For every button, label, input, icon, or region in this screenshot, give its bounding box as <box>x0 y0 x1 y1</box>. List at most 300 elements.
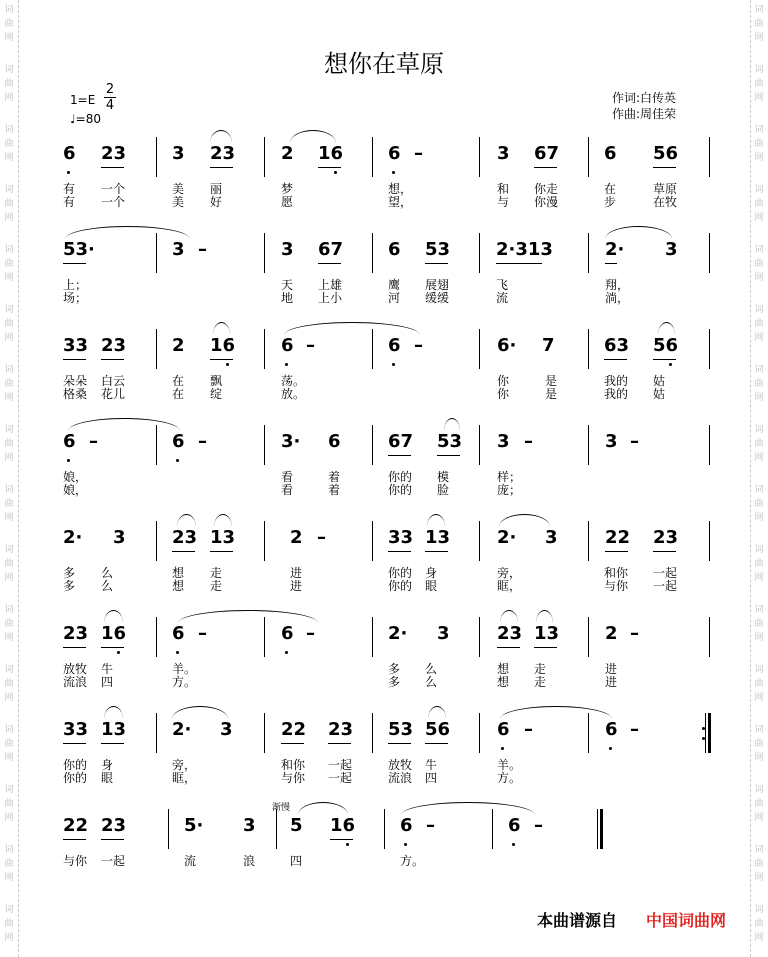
note-underline <box>425 743 448 744</box>
slur <box>290 130 336 143</box>
note: 6 <box>508 815 521 836</box>
barline <box>372 233 373 273</box>
barline <box>264 233 265 273</box>
slur <box>401 802 535 815</box>
watermark-char: 词 <box>754 485 764 495</box>
lyric-verse1: 天 <box>281 278 294 292</box>
lyric-verse1: 你的 <box>63 758 88 772</box>
watermark-char: 曲 <box>4 439 14 449</box>
lyric-verse2: 与 <box>497 195 510 209</box>
barline <box>372 617 373 657</box>
note: 3 <box>545 527 558 548</box>
note: – <box>198 239 207 260</box>
watermark-char: 词 <box>4 905 14 915</box>
watermark-char: 网 <box>4 273 14 283</box>
barline <box>588 137 589 177</box>
barline <box>264 329 265 369</box>
barline <box>479 425 480 465</box>
note: 53 <box>425 239 451 260</box>
note-underline <box>101 167 124 168</box>
key-signature: 1=E <box>70 93 96 107</box>
note-underline <box>63 359 86 360</box>
low-octave-dot <box>334 171 337 174</box>
note: 13 <box>534 623 560 644</box>
lyric-verse1: 与你 <box>63 854 88 868</box>
lyric-verse1: 你走 <box>534 182 559 196</box>
note: 16 <box>330 815 356 836</box>
note-underline <box>318 167 341 168</box>
note-underline <box>101 743 124 744</box>
lyric-verse2: 多 <box>63 579 76 593</box>
lyric-verse1: 多 <box>63 566 76 580</box>
note-underline <box>328 743 351 744</box>
note: – <box>630 431 639 452</box>
lyric-verse2: 么 <box>101 579 114 593</box>
lyric-verse2: 进 <box>605 675 618 689</box>
lyric-verse1: 飘 <box>210 374 223 388</box>
watermark-char: 词 <box>4 785 14 795</box>
lyric-verse2: 一起 <box>653 579 678 593</box>
note: 2· <box>605 239 625 260</box>
slur <box>658 322 675 335</box>
lyric-verse1: 身 <box>425 566 438 580</box>
watermark-char: 曲 <box>754 439 764 449</box>
low-octave-dot <box>67 459 70 462</box>
lyric-verse2: 美 <box>172 195 185 209</box>
watermark-char: 曲 <box>754 199 764 209</box>
barline <box>705 713 706 753</box>
watermark-char: 曲 <box>754 139 764 149</box>
watermark-char: 词 <box>754 365 764 375</box>
lyric-verse1: 你的 <box>388 470 413 484</box>
watermark-char: 词 <box>4 245 14 255</box>
lyric-verse2: 娘， <box>63 483 88 497</box>
watermark-char: 网 <box>4 573 14 583</box>
lyric-verse2: 四 <box>101 675 114 689</box>
note: 5 <box>290 815 303 836</box>
note: – <box>198 431 207 452</box>
lyric-verse1: 牛 <box>101 662 114 676</box>
watermark-char: 网 <box>4 453 14 463</box>
barline <box>156 713 157 753</box>
lyric-verse1: 羊。 <box>172 662 197 676</box>
note: 16 <box>210 335 236 356</box>
lyric-verse1: 羊。 <box>497 758 522 772</box>
note: 3 <box>243 815 256 836</box>
note: 6 <box>172 431 185 452</box>
note: 3 <box>172 143 185 164</box>
watermark-char: 网 <box>754 153 764 163</box>
note-underline <box>63 647 86 648</box>
lyric-verse2: 眶， <box>497 579 522 593</box>
lyric-verse1: 想 <box>497 662 510 676</box>
watermark-char: 词 <box>754 185 764 195</box>
barline <box>709 233 710 273</box>
note-underline <box>101 647 124 648</box>
song-title: 想你在草原 <box>324 50 444 78</box>
note-underline <box>437 455 460 456</box>
note: 56 <box>653 143 679 164</box>
lyric-verse2: 你的 <box>388 579 413 593</box>
slur <box>500 610 518 623</box>
note: 22 <box>605 527 631 548</box>
watermark-char: 网 <box>754 753 764 763</box>
note: 23 <box>101 335 127 356</box>
watermark-char: 网 <box>4 213 14 223</box>
note: 6 <box>497 719 510 740</box>
lyric-verse1: 走 <box>210 566 223 580</box>
watermark-char: 词 <box>4 545 14 555</box>
note: – <box>426 815 435 836</box>
watermark-char: 曲 <box>754 499 764 509</box>
note-underline <box>534 167 557 168</box>
slur <box>213 322 230 335</box>
note: 6 <box>388 335 401 356</box>
lyric-verse2: 流浪 <box>388 771 413 785</box>
watermark-char: 词 <box>754 605 764 615</box>
note: 33 <box>63 719 89 740</box>
note: 53 <box>388 719 414 740</box>
lyric-verse2: 你的 <box>388 483 413 497</box>
note: 67 <box>534 143 560 164</box>
watermark-char: 词 <box>754 545 764 555</box>
lyric-verse1: 进 <box>290 566 303 580</box>
watermark-char: 网 <box>4 153 14 163</box>
note: 13 <box>210 527 236 548</box>
barline <box>588 233 589 273</box>
watermark-char: 曲 <box>4 859 14 869</box>
lyric-verse2: 一起 <box>328 771 353 785</box>
slur <box>298 802 348 815</box>
barline <box>264 617 265 657</box>
watermark-char: 网 <box>4 93 14 103</box>
lyricist: 作词:白传英 <box>612 91 677 105</box>
lyric-verse1: 朵朵 <box>63 374 88 388</box>
lyric-verse2: 方。 <box>172 675 197 689</box>
lyric-verse2: 在 <box>172 387 185 401</box>
note-underline <box>210 359 233 360</box>
note: – <box>317 527 326 548</box>
barline <box>156 233 157 273</box>
slur <box>104 706 123 719</box>
note: 6 <box>605 719 618 740</box>
lyric-verse2: 花儿 <box>101 387 126 401</box>
lyric-verse2: 上小 <box>318 291 343 305</box>
note-underline <box>388 455 411 456</box>
lyric-verse2: 格桑 <box>63 387 88 401</box>
watermark-char: 曲 <box>4 559 14 569</box>
barline <box>709 137 710 177</box>
lyric-verse1: 有 <box>63 182 76 196</box>
lyric-verse1: 放牧 <box>63 662 88 676</box>
note: 3 <box>497 143 510 164</box>
watermark-char: 词 <box>754 125 764 135</box>
barline <box>588 521 589 561</box>
note: 6 <box>63 143 76 164</box>
note: 2· <box>172 719 192 740</box>
note: 2· <box>63 527 83 548</box>
note: 33 <box>388 527 414 548</box>
note: 6 <box>172 623 185 644</box>
note-underline <box>210 167 233 168</box>
watermark-char: 曲 <box>754 619 764 629</box>
lyric-verse2: 流 <box>496 291 509 305</box>
watermark-char: 曲 <box>4 19 14 29</box>
lyric-verse2: 缓缓 <box>425 291 450 305</box>
time-signature <box>104 82 116 113</box>
note: 53· <box>63 239 95 260</box>
note: 13 <box>425 527 451 548</box>
note: 56 <box>653 335 679 356</box>
low-octave-dot <box>285 651 288 654</box>
note-underline <box>101 839 124 840</box>
note-underline <box>653 167 676 168</box>
lyric-verse1: 荡。 <box>281 374 306 388</box>
low-octave-dot <box>67 171 70 174</box>
lyric-verse2: 眼 <box>425 579 438 593</box>
note-underline <box>172 551 195 552</box>
note: 3 <box>281 239 294 260</box>
lyric-verse2: 你的 <box>63 771 88 785</box>
lyric-verse1: 在 <box>172 374 185 388</box>
watermark-char: 词 <box>4 365 14 375</box>
watermark-char: 词 <box>4 725 14 735</box>
watermark-char: 曲 <box>754 259 764 269</box>
lyric-verse1: 一个 <box>101 182 126 196</box>
lyric-verse1: 鹰 <box>388 278 401 292</box>
lyric-verse2: 走 <box>534 675 547 689</box>
low-octave-dot <box>512 843 515 846</box>
watermark-char: 曲 <box>754 379 764 389</box>
note-underline <box>425 263 448 264</box>
credits <box>612 90 676 122</box>
lyric-verse1: 上雄 <box>318 278 343 292</box>
note: 6 <box>63 431 76 452</box>
low-octave-dot <box>501 747 504 750</box>
lyric-verse1: 娘， <box>63 470 88 484</box>
note: – <box>630 623 639 644</box>
note: – <box>306 623 315 644</box>
watermark-char: 网 <box>4 33 14 43</box>
barline <box>479 137 480 177</box>
lyric-verse2: 方。 <box>497 771 522 785</box>
barline <box>276 809 277 849</box>
note: – <box>414 335 423 356</box>
lyric-verse1: 着 <box>328 470 341 484</box>
lyric-verse2: 地 <box>281 291 294 305</box>
note: 2· <box>497 527 517 548</box>
barline <box>156 425 157 465</box>
slur <box>177 514 196 527</box>
barline <box>588 425 589 465</box>
lyric-verse1: 进 <box>605 662 618 676</box>
low-octave-dot <box>226 363 229 366</box>
watermark-char: 网 <box>754 93 764 103</box>
watermark-char: 词 <box>754 785 764 795</box>
watermark-char: 曲 <box>4 799 14 809</box>
note: 2 <box>281 143 294 164</box>
watermark-char: 词 <box>754 845 764 855</box>
note: 3 <box>665 239 678 260</box>
lyric-verse2: 四 <box>425 771 438 785</box>
lyric-verse2: 步 <box>604 195 617 209</box>
watermark-char: 曲 <box>754 319 764 329</box>
watermark-char: 网 <box>754 693 764 703</box>
barline <box>156 617 157 657</box>
lyric-verse2: 脸 <box>437 483 450 497</box>
note: 3 <box>113 527 126 548</box>
barline <box>479 617 480 657</box>
watermark-char: 网 <box>4 393 14 403</box>
watermark-char: 词 <box>4 425 14 435</box>
note: 67 <box>388 431 414 452</box>
watermark-char: 曲 <box>4 139 14 149</box>
lyric-verse2: 流浪 <box>63 675 88 689</box>
note: 2·313 <box>496 239 553 260</box>
lyric-verse2: 放。 <box>281 387 306 401</box>
slur <box>65 226 190 239</box>
slur <box>500 706 612 719</box>
lyric-verse1: 展翅 <box>425 278 450 292</box>
watermark-char: 词 <box>754 5 764 15</box>
low-octave-dot <box>669 363 672 366</box>
note: 2 <box>290 527 303 548</box>
note: 33 <box>63 335 89 356</box>
note: 6 <box>281 335 294 356</box>
barline <box>479 329 480 369</box>
lyric-verse1: 姑 <box>653 374 666 388</box>
footer-site-name: 中国词曲网 <box>646 911 727 930</box>
barline <box>264 425 265 465</box>
watermark-char: 曲 <box>4 679 14 689</box>
note: 6 <box>388 239 401 260</box>
lyric-verse1: 白云 <box>101 374 126 388</box>
note: 2 <box>605 623 618 644</box>
slur <box>104 610 123 623</box>
barline <box>156 521 157 561</box>
watermark-char: 网 <box>754 453 764 463</box>
note-underline <box>604 359 627 360</box>
watermark-char: 网 <box>4 333 14 343</box>
lyric-verse1: 放牧 <box>388 758 413 772</box>
slur <box>68 418 180 431</box>
watermark-char: 词 <box>754 725 764 735</box>
lyric-verse2: 一个 <box>101 195 126 209</box>
watermark-char: 网 <box>754 813 764 823</box>
barline <box>384 809 385 849</box>
note-underline <box>101 359 124 360</box>
watermark-char: 词 <box>4 605 14 615</box>
lyric-verse2: 河 <box>388 291 401 305</box>
slur <box>444 418 460 431</box>
lyric-verse1: 一起 <box>101 854 126 868</box>
lyric-verse2: 想 <box>497 675 510 689</box>
barline <box>709 329 710 369</box>
note: 23 <box>101 815 127 836</box>
lyric-verse2: 进 <box>290 579 303 593</box>
note: 6 <box>328 431 341 452</box>
watermark-char: 网 <box>754 873 764 883</box>
note-underline <box>605 551 628 552</box>
note-underline <box>388 743 411 744</box>
watermark-char: 网 <box>754 933 764 943</box>
watermark-char: 网 <box>4 873 14 883</box>
note: 63 <box>604 335 630 356</box>
lyric-verse1: 看 <box>281 470 294 484</box>
lyric-verse1: 你的 <box>388 566 413 580</box>
barline <box>597 809 598 849</box>
watermark-char: 曲 <box>4 319 14 329</box>
watermark-char: 曲 <box>4 199 14 209</box>
note: 23 <box>328 719 354 740</box>
watermark-char: 网 <box>754 393 764 403</box>
watermark-char: 曲 <box>4 499 14 509</box>
watermark-char: 词 <box>4 125 14 135</box>
repeat-dot <box>702 727 705 730</box>
slur <box>428 706 446 719</box>
watermark-char: 曲 <box>4 739 14 749</box>
watermark-char: 曲 <box>4 79 14 89</box>
lyric-verse1: 牛 <box>425 758 438 772</box>
barline <box>479 521 480 561</box>
note: 13 <box>101 719 127 740</box>
barline <box>156 329 157 369</box>
watermark-char: 曲 <box>754 799 764 809</box>
lyric-verse2: 在牧 <box>653 195 678 209</box>
watermark-char: 曲 <box>4 619 14 629</box>
watermark-char: 词 <box>4 305 14 315</box>
note: 2· <box>388 623 408 644</box>
barline <box>372 137 373 177</box>
lyric-verse1: 一起 <box>328 758 353 772</box>
lyric-verse2: 是 <box>545 387 558 401</box>
lyric-verse1: 在 <box>604 182 617 196</box>
note: – <box>630 719 639 740</box>
lyric-verse1: 你 <box>497 374 510 388</box>
repeat-dot <box>702 737 705 740</box>
left-dashed-border <box>18 0 19 957</box>
note: 3 <box>497 431 510 452</box>
watermark-char: 词 <box>4 65 14 75</box>
lyric-verse1: 是 <box>545 374 558 388</box>
barline <box>372 521 373 561</box>
watermark-char: 曲 <box>754 859 764 869</box>
note-underline <box>496 263 542 264</box>
barline <box>588 713 589 753</box>
lyric-verse1: 草原 <box>653 182 678 196</box>
lyric-verse1: 翔， <box>605 278 630 292</box>
ritardando-mark: 渐慢 <box>272 803 291 813</box>
lyric-verse2: 与你 <box>281 771 306 785</box>
barline <box>479 713 480 753</box>
lyric-verse2: 与你 <box>604 579 629 593</box>
low-octave-dot <box>346 843 349 846</box>
lyric-verse1: 旁， <box>497 566 522 580</box>
note: 3 <box>605 431 618 452</box>
note: 3 <box>220 719 233 740</box>
lyric-verse2: 看 <box>281 483 294 497</box>
note: 6 <box>400 815 413 836</box>
lyric-verse1: 梦 <box>281 182 294 196</box>
lyric-verse1: 和你 <box>604 566 629 580</box>
barline <box>492 809 493 849</box>
note: 23 <box>210 143 236 164</box>
note-underline <box>63 839 86 840</box>
note: 16 <box>101 623 127 644</box>
note: – <box>524 719 533 740</box>
low-octave-dot <box>285 363 288 366</box>
watermark-char: 曲 <box>754 679 764 689</box>
